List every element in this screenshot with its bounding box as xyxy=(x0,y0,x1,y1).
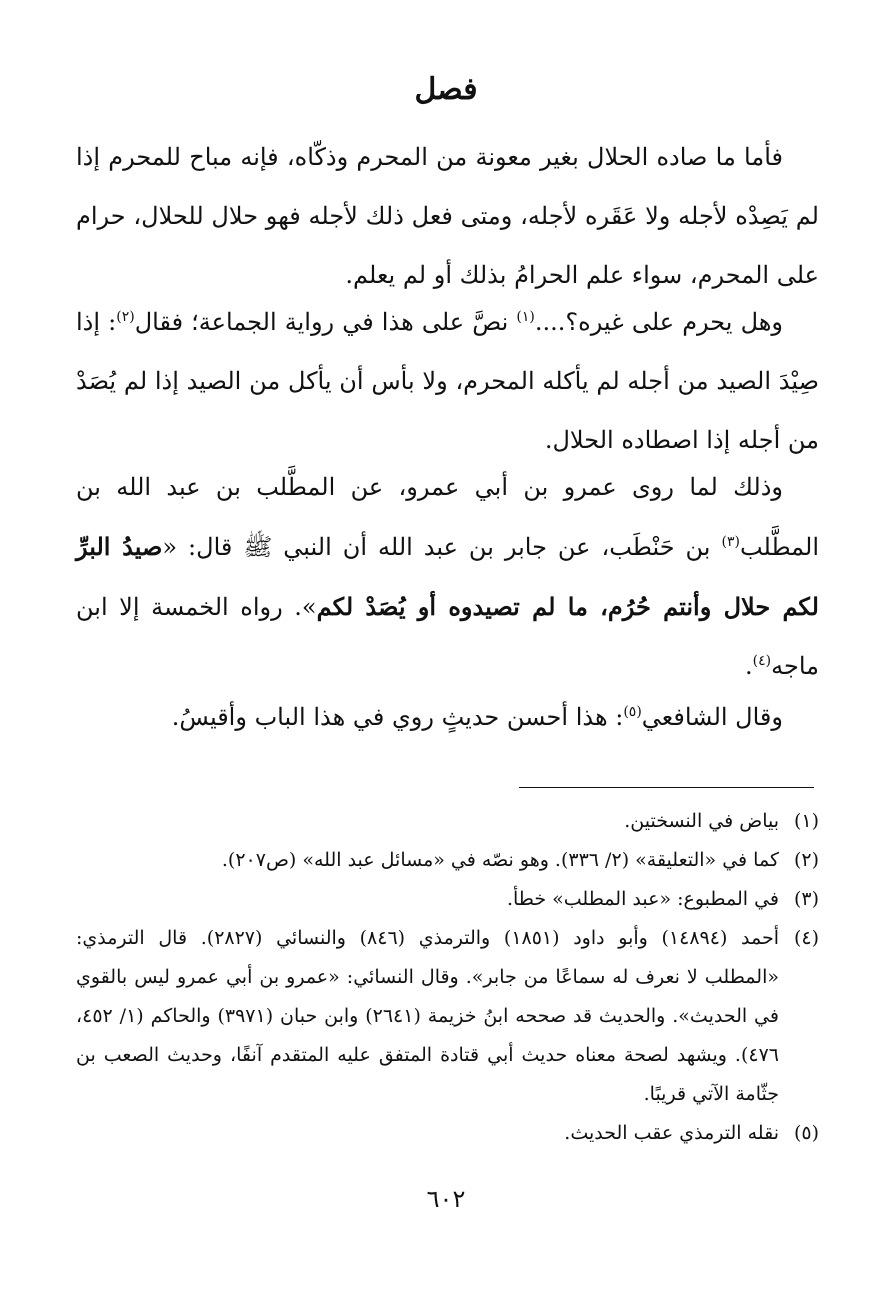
hadith-quote: صيدُ البرِّ لكم حلال وأنتم حُرُم، ما لم تصيدوه أو يُصَدْ لكم xyxy=(76,532,819,621)
footnote-item xyxy=(76,880,819,919)
footnote-text: بياض في النسختين. xyxy=(624,810,779,832)
paragraph-3-text-c: ». رواه الخمسة إلا ابن ماجه xyxy=(76,593,819,680)
paragraph-1-text: فأما ما صاده الحلال بغير معونة من المحرم وذكّاه، فإنه مباح للمحرم إذا لم يَصِدْه لأجله ولا عَقَره لأجله، ومتى فعل ذلك لأجله فهو حلال للحلال، حرام على المحرم، سواء علم الحرامُ بذلك أو لم يعلم. xyxy=(76,143,819,289)
footnote-text: أحمد (١٤٨٩٤) وأبو داود (١٨٥١) والترمذي (٨٤٦) والنسائي (٢٨٢٧). قال الترمذي: «المطلب لا نعرف له سماعًا من جابر». وقال النسائي: «عمرو بن أبي عمرو ليس بالقوي في الحديث». والحديث قد صححه ابنُ خزيمة (٢٦٤١) وابن حبان (٣٩٧١) والحاكم (١/ ٤٥٢، ٤٧٦). ويشهد لصحة معناه حديث أبي قتادة المتفق عليه المتقدم آنفًا، وحديث الصعب بن جثّامة الآتي قريبًا. xyxy=(76,927,780,1105)
footnote-number: (٥) xyxy=(793,1122,819,1144)
paragraph-1 xyxy=(76,128,819,305)
footnote-text: نقله الترمذي عقب الحديث. xyxy=(564,1122,779,1144)
page-number: ٦٠٢ xyxy=(426,1185,466,1213)
footnote-ref-5: (٥) xyxy=(623,704,642,720)
footnote-number: (٢) xyxy=(793,849,819,871)
section-heading: فصل xyxy=(414,72,478,107)
paragraph-3 xyxy=(76,458,819,696)
paragraph-3-text-d: . xyxy=(745,652,753,680)
paragraph-4-text-b: : هذا أحسن حديثٍ روي في هذا الباب وأقيسُ. xyxy=(171,703,624,731)
paragraph-2 xyxy=(76,293,819,470)
paragraph-2-text-a: وهل يحرم على غيره؟.... xyxy=(534,308,783,336)
footnote-item xyxy=(76,841,819,880)
footnote-item xyxy=(76,919,819,1114)
footnote-ref-1: (١) xyxy=(516,309,535,325)
paragraph-2-text-b: نصَّ على هذا في رواية الجماعة؛ فقال xyxy=(134,308,517,336)
paragraph-3-text-a: وذلك لما روى عمرو بن أبي عمرو، عن المطَّلب بن عبد الله بن المطَّلب xyxy=(76,473,819,561)
footnote-ref-2: (٢) xyxy=(116,309,135,325)
footnote-text: كما في «التعليقة» (٢/ ٣٣٦). وهو نصّه في «مسائل عبد الله» (ص٢٠٧). xyxy=(221,849,779,871)
footnote-item xyxy=(76,1114,819,1153)
footnote-text: في المطبوع: «عبد المطلب» خطأ. xyxy=(506,888,779,910)
paragraph-2-text-c: : إذا صِيْدَ الصيد من أجله لم يأكله المحرم، ولا بأس أن يأكل من الصيد إذا لم يُصَدْ من أجله إذا اصطاده الحلال. xyxy=(76,308,819,454)
footnotes xyxy=(76,802,819,1153)
paragraph-4 xyxy=(76,688,819,747)
footnote-number: (٤) xyxy=(793,927,819,949)
footnote-ref-4: (٤) xyxy=(752,653,772,669)
footnote-ref-3: (٣) xyxy=(721,534,740,550)
footnote-number: (٣) xyxy=(793,888,819,910)
paragraph-4-text-a: وقال الشافعي xyxy=(641,703,783,731)
paragraph-3-text-b: بن حَنْطَب، عن جابر بن عبد الله أن النبي ﷺ قال: « xyxy=(162,533,722,561)
footnote-item xyxy=(76,802,819,841)
footnote-number: (١) xyxy=(793,810,819,832)
footnote-separator xyxy=(519,787,814,788)
